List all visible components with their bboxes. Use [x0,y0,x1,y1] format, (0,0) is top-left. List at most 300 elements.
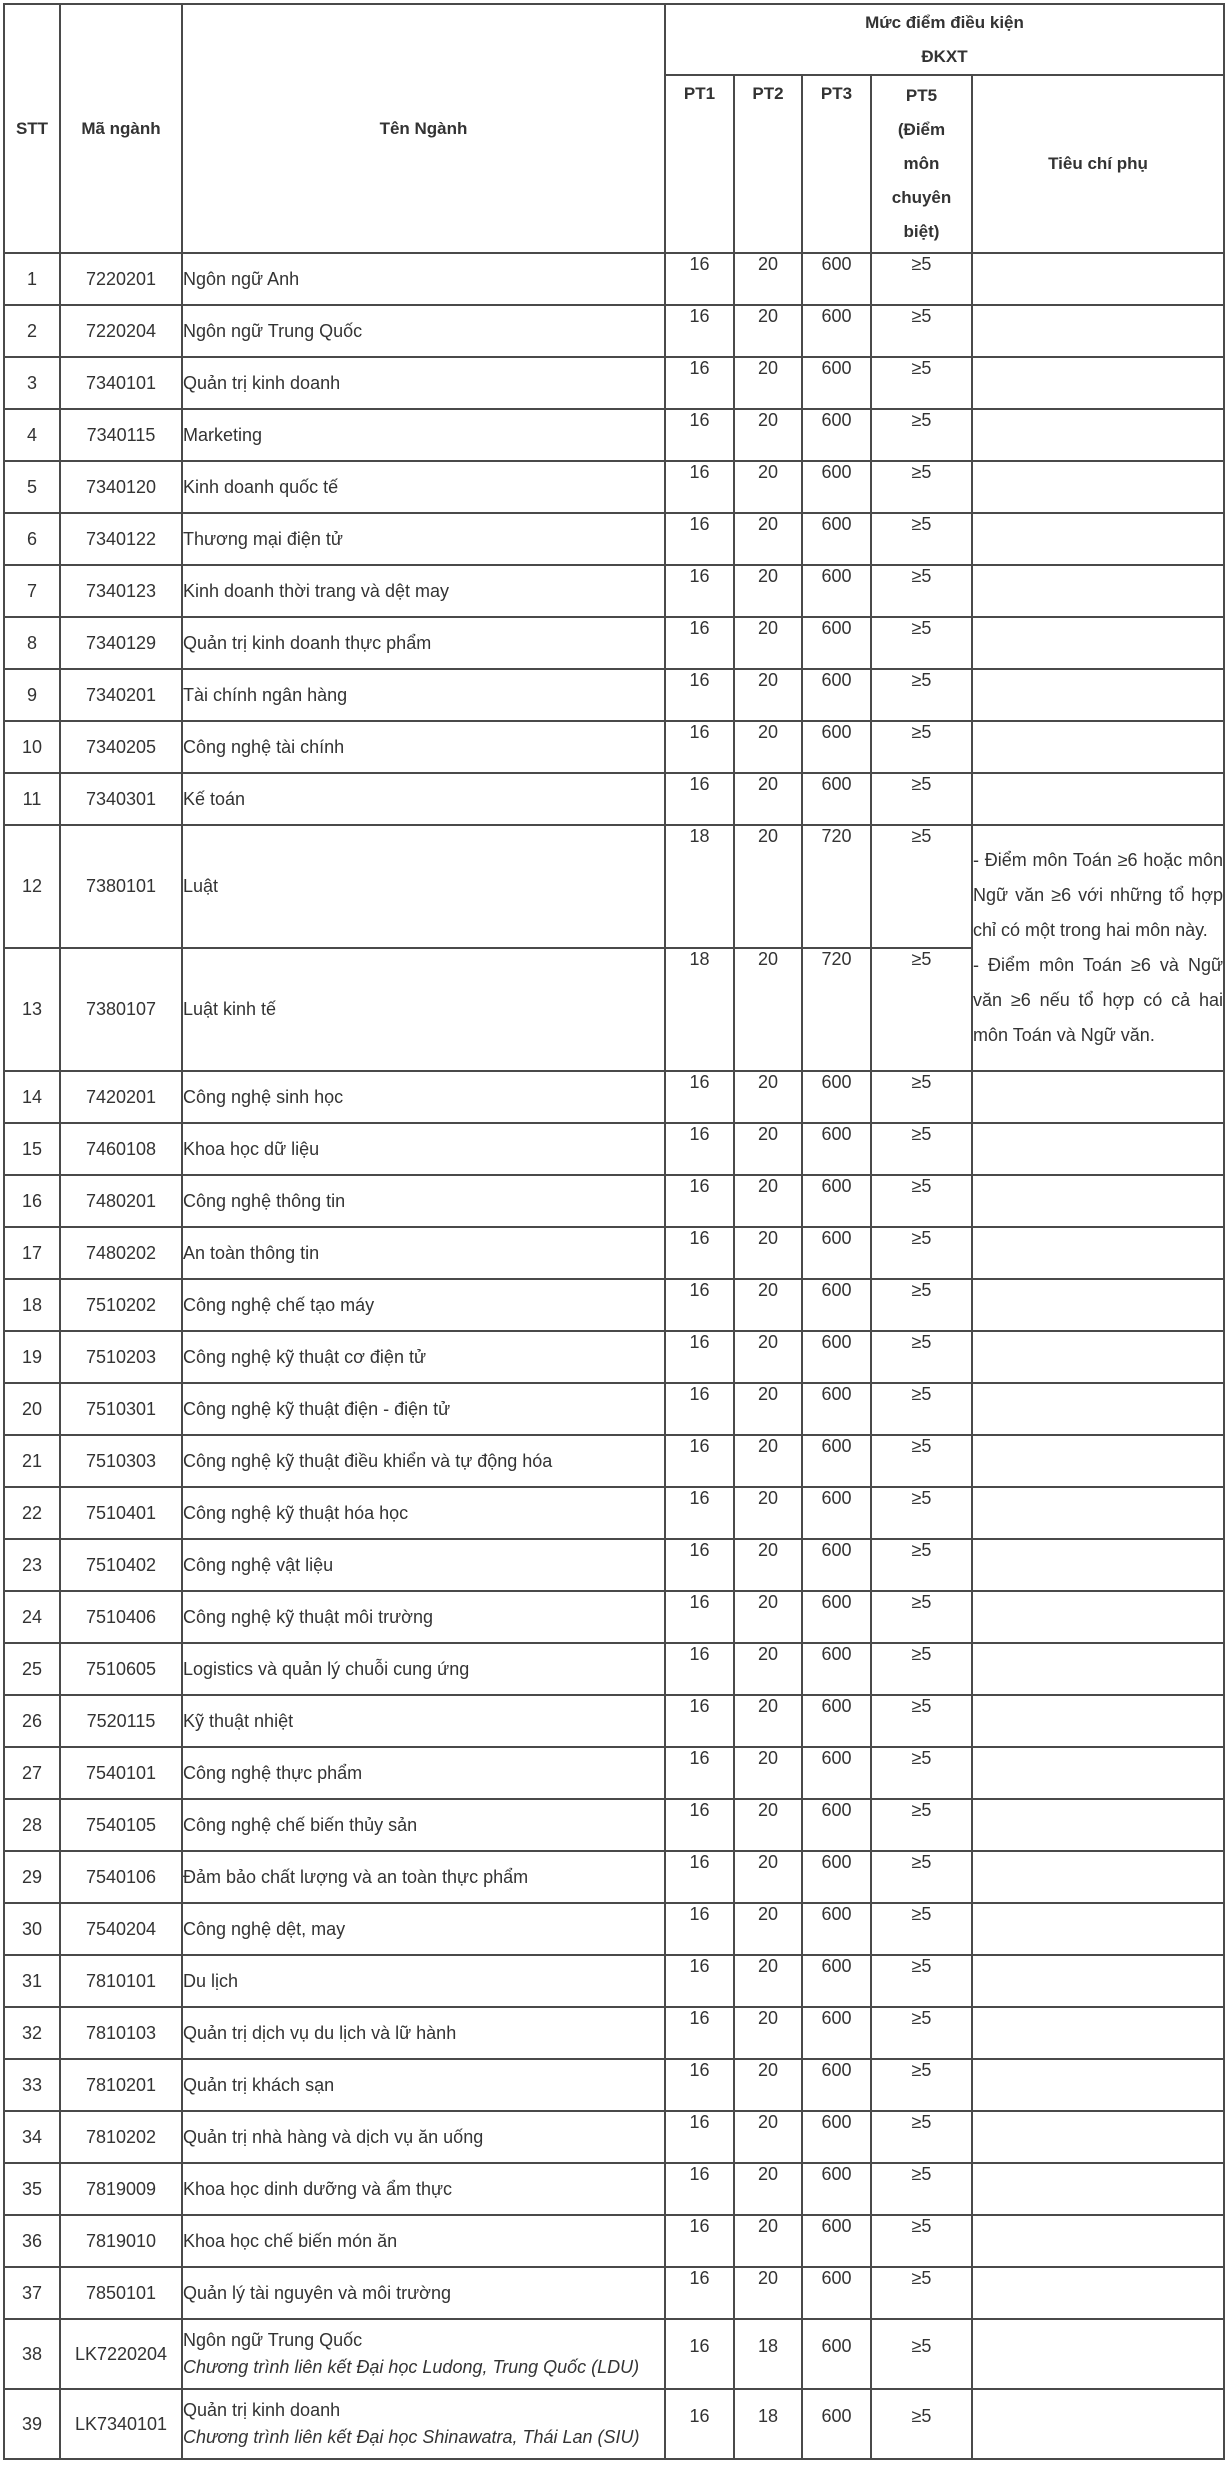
cell-stt: 12 [4,825,60,948]
cell-code: 7340123 [60,565,182,617]
header-pt5-line: (Điểm [897,120,946,139]
header-pt5-line: môn [903,154,940,173]
cell-criteria [972,305,1224,357]
program-name: Công nghệ thực phẩm [183,1762,363,1783]
cell-criteria [972,513,1224,565]
cell-pt5: ≥5 [871,1227,972,1279]
program-name: Ngôn ngữ Trung Quốc [183,320,363,341]
cell-pt1: 16 [665,1903,734,1955]
cell-criteria [972,1435,1224,1487]
program-name: Công nghệ kỹ thuật hóa học [183,1502,409,1523]
cell-pt1: 16 [665,1123,734,1175]
cell-code: 7810103 [60,2007,182,2059]
cell-criteria [972,1591,1224,1643]
program-name: Ngôn ngữ Anh [183,268,300,289]
cell-stt: 8 [4,617,60,669]
cell-criteria [972,1487,1224,1539]
cell-pt1: 16 [665,409,734,461]
cell-name [182,1851,665,1903]
cell-stt: 26 [4,1695,60,1747]
cell-criteria [972,1175,1224,1227]
cell-pt1: 16 [665,1643,734,1695]
cell-code: 7340301 [60,773,182,825]
cell-pt2: 18 [734,2319,802,2389]
cell-pt3: 600 [802,669,871,721]
cell-pt3: 720 [802,825,871,948]
cell-pt1: 16 [665,2215,734,2267]
cell-pt1: 16 [665,1799,734,1851]
cell-pt2: 20 [734,1227,802,1279]
cell-pt3: 600 [802,2111,871,2163]
header-pt5-line: PT5 [905,86,938,105]
program-name: Thương mại điện tử [183,528,343,549]
table-row [4,1487,1224,1539]
program-name: Quản trị nhà hàng và dịch vụ ăn uống [183,2126,484,2147]
cell-pt5: ≥5 [871,1175,972,1227]
cell-name [182,2389,665,2459]
cell-pt3: 600 [802,1383,871,1435]
program-name: Luật [183,876,219,896]
cell-pt3: 600 [802,513,871,565]
cell-stt: 31 [4,1955,60,2007]
table-row [4,357,1224,409]
cell-criteria [972,1695,1224,1747]
program-name: Khoa học chế biến món ăn [183,2230,398,2251]
cell-pt2: 20 [734,2059,802,2111]
table-row [4,1903,1224,1955]
program-name: Công nghệ tài chính [183,736,345,757]
cell-pt1: 16 [665,2389,734,2459]
cell-name [182,1591,665,1643]
cell-stt: 27 [4,1747,60,1799]
cell-criteria [972,2111,1224,2163]
cell-name [182,948,665,1071]
cell-pt3: 600 [802,1331,871,1383]
cell-stt: 23 [4,1539,60,1591]
cell-stt: 25 [4,1643,60,1695]
cell-criteria [972,773,1224,825]
program-name: Quản trị dịch vụ du lịch và lữ hành [183,2022,457,2043]
cell-pt2: 20 [734,1175,802,1227]
cell-code: 7540101 [60,1747,182,1799]
cell-name [182,461,665,513]
cell-code: 7340120 [60,461,182,513]
cell-stt: 1 [4,253,60,305]
cell-pt5: ≥5 [871,253,972,305]
cell-pt5: ≥5 [871,2319,972,2389]
table-row [4,1279,1224,1331]
cell-stt: 24 [4,1591,60,1643]
cell-pt2: 20 [734,825,802,948]
cell-code: 7510203 [60,1331,182,1383]
cell-name [182,2163,665,2215]
cell-stt: 33 [4,2059,60,2111]
program-name: Công nghệ thông tin [183,1190,346,1211]
cell-pt1: 16 [665,2319,734,2389]
table-row [4,1955,1224,2007]
table-row [4,1799,1224,1851]
cell-pt3: 600 [802,2215,871,2267]
cell-stt: 5 [4,461,60,513]
cell-pt5: ≥5 [871,1435,972,1487]
cell-pt2: 20 [734,1747,802,1799]
cell-code: 7510605 [60,1643,182,1695]
cell-pt1: 16 [665,565,734,617]
cell-code: 7480202 [60,1227,182,1279]
cell-pt3: 600 [802,1747,871,1799]
cell-name [182,2319,665,2389]
cell-pt3: 600 [802,721,871,773]
cell-pt3: 720 [802,948,871,1071]
cell-pt2: 20 [734,1955,802,2007]
header-criteria: Tiêu chí phụ [972,75,1224,253]
table-row [4,1175,1224,1227]
cell-stt: 30 [4,1903,60,1955]
cell-criteria [972,1279,1224,1331]
cell-pt5: ≥5 [871,1591,972,1643]
cell-code: 7510202 [60,1279,182,1331]
program-name: Quản trị khách sạn [183,2074,335,2095]
table-row [4,2215,1224,2267]
program-name: Kế toán [183,788,246,809]
cell-name [182,1071,665,1123]
cell-pt5: ≥5 [871,2163,972,2215]
cell-pt2: 18 [734,2389,802,2459]
cell-pt1: 16 [665,1071,734,1123]
cell-pt5: ≥5 [871,2389,972,2459]
cell-pt5: ≥5 [871,1747,972,1799]
table-row [4,1851,1224,1903]
cell-pt5: ≥5 [871,1331,972,1383]
criteria-line: - Điểm môn Toán ≥6 hoặc môn Ngữ văn ≥6 với những tổ hợp chỉ có một trong hai môn này. [973,850,1224,940]
cell-pt3: 600 [802,305,871,357]
cell-criteria [972,2059,1224,2111]
cell-criteria [972,721,1224,773]
program-name: Công nghệ chế tạo máy [183,1294,375,1315]
cell-pt1: 16 [665,305,734,357]
program-name: Công nghệ dệt, may [183,1918,346,1939]
program-name: Quản lý tài nguyên và môi trường [183,2282,451,2303]
cell-criteria [972,2389,1224,2459]
cell-code: LK7340101 [60,2389,182,2459]
cell-pt5: ≥5 [871,1539,972,1591]
cell-pt5: ≥5 [871,1123,972,1175]
cell-criteria [972,1903,1224,1955]
program-name: Quản trị kinh doanh [183,372,341,393]
cell-criteria [972,1123,1224,1175]
header-condition-group [665,4,1224,75]
cell-code: 7340101 [60,357,182,409]
cell-stt: 37 [4,2267,60,2319]
cell-pt1: 16 [665,461,734,513]
cell-criteria [972,565,1224,617]
cell-code: 7340129 [60,617,182,669]
cell-name [182,1175,665,1227]
cell-pt3: 600 [802,1487,871,1539]
cell-pt1: 18 [665,825,734,948]
table-row [4,1643,1224,1695]
cell-stt: 32 [4,2007,60,2059]
cell-criteria [972,1383,1224,1435]
cell-pt3: 600 [802,2163,871,2215]
cell-pt1: 16 [665,1279,734,1331]
table-row [4,1383,1224,1435]
cell-stt: 15 [4,1123,60,1175]
cell-pt2: 20 [734,2007,802,2059]
cell-pt2: 20 [734,1903,802,1955]
cell-stt: 10 [4,721,60,773]
cell-pt5: ≥5 [871,669,972,721]
program-name: Kinh doanh quốc tế [183,476,339,497]
cell-stt: 22 [4,1487,60,1539]
cell-name [182,2111,665,2163]
cell-name [182,1955,665,2007]
cell-stt: 4 [4,409,60,461]
table-row [4,1695,1224,1747]
header-stt: STT [4,4,60,253]
cell-pt1: 16 [665,1955,734,2007]
cell-pt5: ≥5 [871,461,972,513]
cell-pt3: 600 [802,1851,871,1903]
cell-pt2: 20 [734,305,802,357]
cell-name [182,305,665,357]
cell-pt1: 16 [665,253,734,305]
cell-pt1: 16 [665,1383,734,1435]
cell-code: 7540105 [60,1799,182,1851]
cell-criteria [972,2163,1224,2215]
cell-code: 7220204 [60,305,182,357]
cell-name [182,617,665,669]
cell-criteria [972,253,1224,305]
cell-pt5: ≥5 [871,357,972,409]
cell-pt1: 16 [665,357,734,409]
header-group-line2: ĐKXT [921,46,968,66]
cell-code: 7819010 [60,2215,182,2267]
cell-code: 7480201 [60,1175,182,1227]
cell-code: 7810101 [60,1955,182,2007]
cell-stt: 13 [4,948,60,1071]
table-row [4,253,1224,305]
program-name: Công nghệ kỹ thuật môi trường [183,1606,433,1627]
cell-pt3: 600 [802,1695,871,1747]
program-name: Ngôn ngữ Trung Quốc [183,2330,363,2350]
cell-pt5: ≥5 [871,1071,972,1123]
cell-pt5: ≥5 [871,565,972,617]
program-name: Tài chính ngân hàng [183,684,348,705]
cell-pt2: 20 [734,1539,802,1591]
cell-pt1: 16 [665,773,734,825]
table-row [4,825,1224,948]
cell-stt: 2 [4,305,60,357]
cell-stt: 34 [4,2111,60,2163]
cell-pt1: 16 [665,1487,734,1539]
cell-criteria [972,1955,1224,2007]
cell-name [182,2267,665,2319]
table-row [4,2059,1224,2111]
cell-stt: 9 [4,669,60,721]
cell-criteria [972,1799,1224,1851]
program-partner-note: Chương trình liên kết Đại học Shinawatra, Thái Lan (SIU) [183,2427,640,2447]
header-group-line1: Mức điểm điều kiện [865,12,1024,32]
cell-pt1: 16 [665,1695,734,1747]
table-row [4,1591,1224,1643]
table-row [4,773,1224,825]
cell-name [182,1383,665,1435]
cell-pt5: ≥5 [871,773,972,825]
table-row [4,1435,1224,1487]
table-row [4,305,1224,357]
cell-pt3: 600 [802,2007,871,2059]
cell-pt5: ≥5 [871,2059,972,2111]
cell-name [182,1799,665,1851]
cell-pt3: 600 [802,1799,871,1851]
cell-pt2: 20 [734,1643,802,1695]
cell-code: 7510401 [60,1487,182,1539]
cell-stt: 18 [4,1279,60,1331]
program-name: Marketing [183,424,263,445]
cell-pt5: ≥5 [871,409,972,461]
cell-stt: 28 [4,1799,60,1851]
cell-code: 7340122 [60,513,182,565]
cell-name [182,2215,665,2267]
cell-pt3: 600 [802,773,871,825]
cell-pt3: 600 [802,617,871,669]
cell-pt3: 600 [802,1227,871,1279]
cell-pt3: 600 [802,1539,871,1591]
cell-criteria [972,2267,1224,2319]
cell-pt5: ≥5 [871,1851,972,1903]
cell-pt3: 600 [802,565,871,617]
cell-pt1: 16 [665,1539,734,1591]
cell-code: 7810201 [60,2059,182,2111]
table-row [4,1071,1224,1123]
cell-pt1: 16 [665,669,734,721]
cell-stt: 36 [4,2215,60,2267]
table-row [4,461,1224,513]
cell-pt1: 16 [665,1435,734,1487]
table-row [4,2319,1224,2389]
cell-pt5: ≥5 [871,617,972,669]
table-row [4,513,1224,565]
cell-criteria [972,669,1224,721]
cell-pt1: 16 [665,617,734,669]
table-row [4,1747,1224,1799]
cell-pt5: ≥5 [871,948,972,1071]
cell-pt3: 600 [802,461,871,513]
cell-pt2: 20 [734,461,802,513]
program-name: Luật kinh tế [183,999,277,1019]
cell-pt5: ≥5 [871,1955,972,2007]
cell-code: 7220201 [60,253,182,305]
cell-pt2: 20 [734,357,802,409]
header-pt5 [871,75,972,253]
cell-pt2: 20 [734,1695,802,1747]
cell-criteria [972,617,1224,669]
cell-criteria [972,2007,1224,2059]
cell-name [182,773,665,825]
cell-pt2: 20 [734,1331,802,1383]
cell-pt5: ≥5 [871,513,972,565]
cell-code: 7540204 [60,1903,182,1955]
cell-code: 7380101 [60,825,182,948]
cell-pt5: ≥5 [871,1487,972,1539]
cell-pt2: 20 [734,1851,802,1903]
header-pt3: PT3 [802,75,871,253]
header-name: Tên Ngành [182,4,665,253]
header-pt1: PT1 [665,75,734,253]
cell-pt3: 600 [802,2319,871,2389]
cell-code: 7380107 [60,948,182,1071]
cell-pt1: 16 [665,2007,734,2059]
cell-pt5: ≥5 [871,825,972,948]
cell-stt: 6 [4,513,60,565]
program-name: Công nghệ sinh học [183,1086,344,1107]
cell-pt3: 600 [802,2059,871,2111]
cell-code: 7510406 [60,1591,182,1643]
cell-stt: 38 [4,2319,60,2389]
cell-code: 7510402 [60,1539,182,1591]
cell-name [182,1747,665,1799]
cell-pt2: 20 [734,721,802,773]
program-name: Công nghệ chế biến thủy sản [183,1814,418,1835]
cell-pt2: 20 [734,2163,802,2215]
program-name: Công nghệ vật liệu [183,1554,334,1575]
cell-code: 7340115 [60,409,182,461]
table-row [4,669,1224,721]
program-name: Khoa học dinh dưỡng và ẩm thực [183,2178,453,2199]
cell-pt5: ≥5 [871,2215,972,2267]
table-row [4,2007,1224,2059]
cell-criteria-note [972,825,1224,1071]
cell-pt2: 20 [734,1487,802,1539]
cell-code: 7810202 [60,2111,182,2163]
cell-pt1: 16 [665,721,734,773]
cell-criteria [972,1851,1224,1903]
cell-code: 7340205 [60,721,182,773]
cell-stt: 14 [4,1071,60,1123]
cell-name [182,721,665,773]
cell-pt2: 20 [734,773,802,825]
cell-criteria [972,1331,1224,1383]
cell-pt1: 16 [665,2163,734,2215]
cell-pt3: 600 [802,253,871,305]
cell-pt1: 16 [665,1227,734,1279]
cell-pt5: ≥5 [871,1695,972,1747]
cell-code: 7510301 [60,1383,182,1435]
cell-name [182,565,665,617]
cell-pt5: ≥5 [871,1279,972,1331]
cell-criteria [972,2215,1224,2267]
cell-criteria [972,1071,1224,1123]
cell-pt5: ≥5 [871,2267,972,2319]
cell-name [182,1539,665,1591]
cell-pt3: 600 [802,2389,871,2459]
cell-pt1: 16 [665,1331,734,1383]
cell-criteria [972,409,1224,461]
cell-pt2: 20 [734,2267,802,2319]
cell-pt1: 16 [665,513,734,565]
program-name: Quản trị kinh doanh [183,2400,341,2420]
cell-stt: 39 [4,2389,60,2459]
cell-stt: 29 [4,1851,60,1903]
cell-pt1: 16 [665,1851,734,1903]
cell-pt1: 16 [665,1747,734,1799]
cell-pt1: 18 [665,948,734,1071]
cell-criteria [972,1227,1224,1279]
program-name: Công nghệ kỹ thuật điều khiển và tự động hóa [183,1450,553,1471]
cell-pt5: ≥5 [871,1643,972,1695]
cell-name [182,1331,665,1383]
